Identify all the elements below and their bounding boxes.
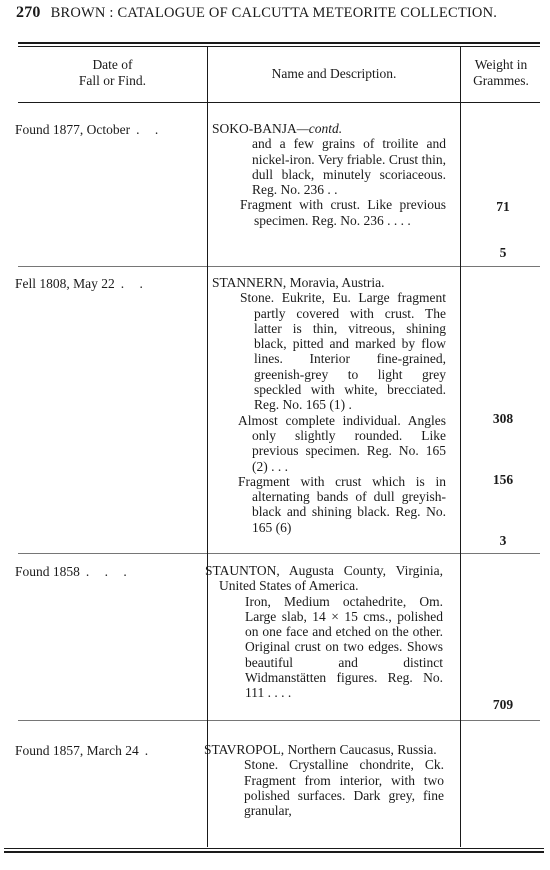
entry-rule: [18, 553, 540, 554]
entry-heading: STAVROPOL, Northern Caucasus, Russia.: [204, 742, 437, 757]
entry-date: Fell 1808, May 22 . .: [15, 276, 149, 291]
entry-weight: 156: [492, 472, 514, 487]
column-divider-left: [207, 47, 208, 847]
top-rule-thin: [18, 46, 540, 47]
entry-weight: 5: [499, 245, 507, 260]
entry-rule: [18, 266, 540, 267]
entry-heading: STAUNTON, Augusta County, Virginia, United States of America.: [205, 563, 443, 594]
running-head: [16, 4, 540, 26]
entry-date: Found 1858 . . .: [15, 564, 133, 579]
column-divider-right: [460, 47, 461, 847]
entry-weight: 709: [492, 697, 514, 712]
column-header-weight: [461, 57, 541, 89]
bottom-rule-thin: [4, 848, 544, 849]
column-header-date-line-1: Date of: [92, 57, 133, 72]
running-head-title: BROWN : CATALOGUE OF CALCUTTA METEORITE COLLECTION.: [50, 5, 498, 21]
header-rule: [18, 102, 540, 103]
entry-description: [205, 563, 443, 701]
bottom-rule-thick: [4, 851, 544, 853]
entry-description: [212, 121, 446, 228]
column-header-name: Name and Description.: [271, 66, 397, 81]
entry-heading: SOKO-BANJA—contd.: [212, 121, 343, 136]
entry-paragraph: Almost complete individual. Angles only slightly rounded. Like previous specimen. Reg. No. 165 (2) . . .: [238, 412, 446, 474]
top-rule-thick: [18, 42, 540, 44]
entry-paragraph: Stone. Crystalline chondrite, Ck. Fragment from interior, with two polished surfaces. Dark grey, fine granular,: [244, 757, 444, 819]
entry-paragraph: Iron, Medium octahedrite, Om. Large slab, 14 × 15 cms., polished on one face and etched on the other. Original crust on two edges. Shows beautiful and distinct Widmanstätten figures. Reg. No. 111 . . . .: [245, 593, 443, 701]
entry-rule: [18, 720, 540, 721]
entry-paragraph: and a few grains of troilite and nickel-iron. Very friable. Crust thin, dull black, minutely scoriaceous. Reg. No. 236 . .: [252, 136, 446, 198]
entry-weight: 308: [492, 411, 514, 426]
entry-paragraph: Stone. Eukrite, Eu. Large fragment partly covered with crust. The latter is thin, vitreous, shining black, pitted and marked by flow lines. Interior fine-grained, greenish-grey to light grey speckled with white, brecciated. Reg. No. 165 (1) .: [240, 290, 446, 413]
entry-description: [212, 275, 446, 535]
column-header-weight-line-2: Grammes.: [473, 73, 529, 88]
entry-weight: 3: [499, 533, 507, 548]
column-header-date: [18, 57, 207, 89]
entry-date: Found 1877, October . .: [15, 122, 165, 137]
entry-weight: 71: [496, 199, 510, 214]
entry-description: [204, 742, 444, 818]
column-header-weight-line-1: Weight in: [474, 57, 528, 72]
entry-date: Found 1857, March 24 .: [15, 743, 155, 758]
page-number: 270: [16, 4, 41, 21]
column-header-date-line-2: Fall or Find.: [78, 73, 147, 88]
entry-paragraph: Fragment with crust. Like previous specimen. Reg. No. 236 . . . .: [240, 197, 446, 228]
entry-heading: STANNERN, Moravia, Austria.: [212, 275, 385, 290]
entry-paragraph: Fragment with crust which is in alternating bands of dull greyish-black and shining black. Reg. No. 165 (6): [238, 473, 446, 535]
